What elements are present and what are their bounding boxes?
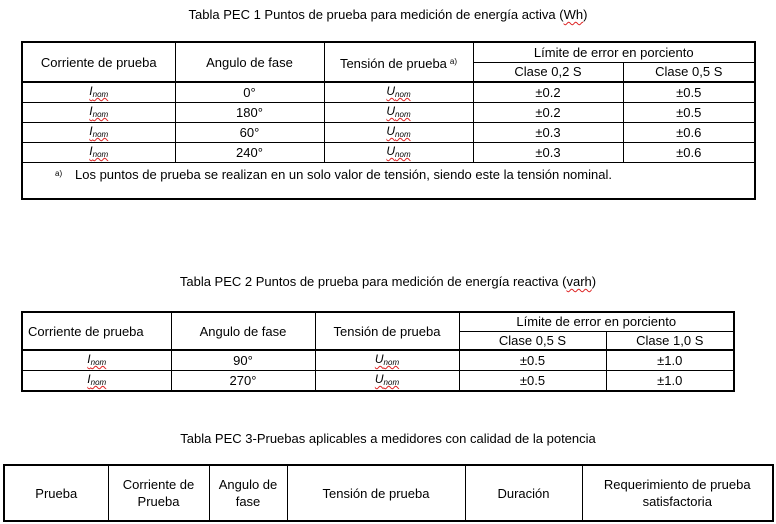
t1-footnote [22,163,755,199]
t1-row2-current: $I_{nom}$ [22,103,175,123]
table-row [22,103,755,123]
table3-caption: Tabla PEC 3-Pruebas aplicables a medidores con calidad de la potencia [180,431,596,446]
t1-row1-current: $I_{nom}$ [22,82,175,103]
t2-header-current: Corriente de prueba [22,312,171,350]
table-row [22,350,734,371]
t1-header-error-group: Límite de error en porciento [473,42,755,62]
t1-row4-angle: 240° [175,143,324,163]
table2-caption-unit: varh [566,274,592,289]
t3-header-requirement: Requerimiento de prueba satisfactoria [582,465,773,521]
t1-header-current: Corriente de prueba [22,42,175,82]
t2-header-phase: Angulo de fase [171,312,315,350]
t3-header-current: Corriente de Prueba [108,465,209,521]
table2-caption: Tabla PEC 2 Puntos de prueba para medición de energía reactiva (varh) [179,274,597,289]
t1-row3-class-b: ±0.6 [623,123,755,143]
t1-header-class-a: Clase 0,2 S [473,62,623,82]
t1-row2-angle: 180° [175,103,324,123]
t2-row2-voltage: $U_{nom}$ [315,371,459,392]
t1-footnote-mark: a) [55,169,63,178]
t2-row1-class-a: ±0.5 [459,350,606,371]
t2-header-error-group: Límite de error en porciento [459,312,734,331]
t2-header-voltage: Tensión de prueba [315,312,459,350]
t2-row2-class-b: ±1.0 [606,371,734,392]
table2 [21,311,735,392]
t1-row1-class-a: ±0.2 [473,82,623,103]
t3-header-voltage: Tensión de prueba [287,465,465,521]
t2-row1-angle: 90° [171,350,315,371]
table1-caption: Tabla PEC 1 Puntos de prueba para medición de energía activa (Wh) [188,7,588,22]
t1-row4-class-b: ±0.6 [623,143,755,163]
t1-row3-current: $I_{nom}$ [22,123,175,143]
t1-row2-class-b: ±0.5 [623,103,755,123]
t1-row1-class-b: ±0.5 [623,82,755,103]
t2-header-class-b: Clase 1,0 S [606,331,734,350]
t3-header-duration: Duración [465,465,582,521]
t1-header-class-b: Clase 0,5 S [623,62,755,82]
table-row [22,371,734,392]
t2-header-class-a: Clase 0,5 S [459,331,606,350]
t1-row4-class-a: ±0.3 [473,143,623,163]
t3-header-test: Prueba [4,465,108,521]
t1-footnote-text: Los puntos de prueba se realizan en un solo valor de tensión, siendo este la tensión nominal. [75,167,612,182]
table-row [22,82,755,103]
table3 [3,464,774,522]
table1 [21,41,756,200]
t1-row4-current: $I_{nom}$ [22,143,175,163]
table-row [22,123,755,143]
t2-row2-angle: 270° [171,371,315,392]
t2-row2-class-a: ±0.5 [459,371,606,392]
t2-row2-current: $I_{nom}$ [22,371,171,392]
t2-row1-current: $I_{nom}$ [22,350,171,371]
t1-row1-angle: 0° [175,82,324,103]
t1-row3-class-a: ±0.3 [473,123,623,143]
t3-header-phase: Angulo de fase [209,465,287,521]
t1-row3-angle: 60° [175,123,324,143]
t2-row1-class-b: ±1.0 [606,350,734,371]
t1-row3-voltage: $U_{nom}$ [324,123,473,143]
table1-caption-unit: Wh [563,7,584,22]
t1-row2-voltage: $U_{nom}$ [324,103,473,123]
t1-row4-voltage: $U_{nom}$ [324,143,473,163]
t1-row1-voltage: $U_{nom}$ [324,82,473,103]
t1-row2-class-a: ±0.2 [473,103,623,123]
t1-header-phase: Angulo de fase [175,42,324,82]
t2-row1-voltage: $U_{nom}$ [315,350,459,371]
t1-header-voltage: Tensión de prueba $^{a)}$ [324,42,473,82]
table-row [22,143,755,163]
